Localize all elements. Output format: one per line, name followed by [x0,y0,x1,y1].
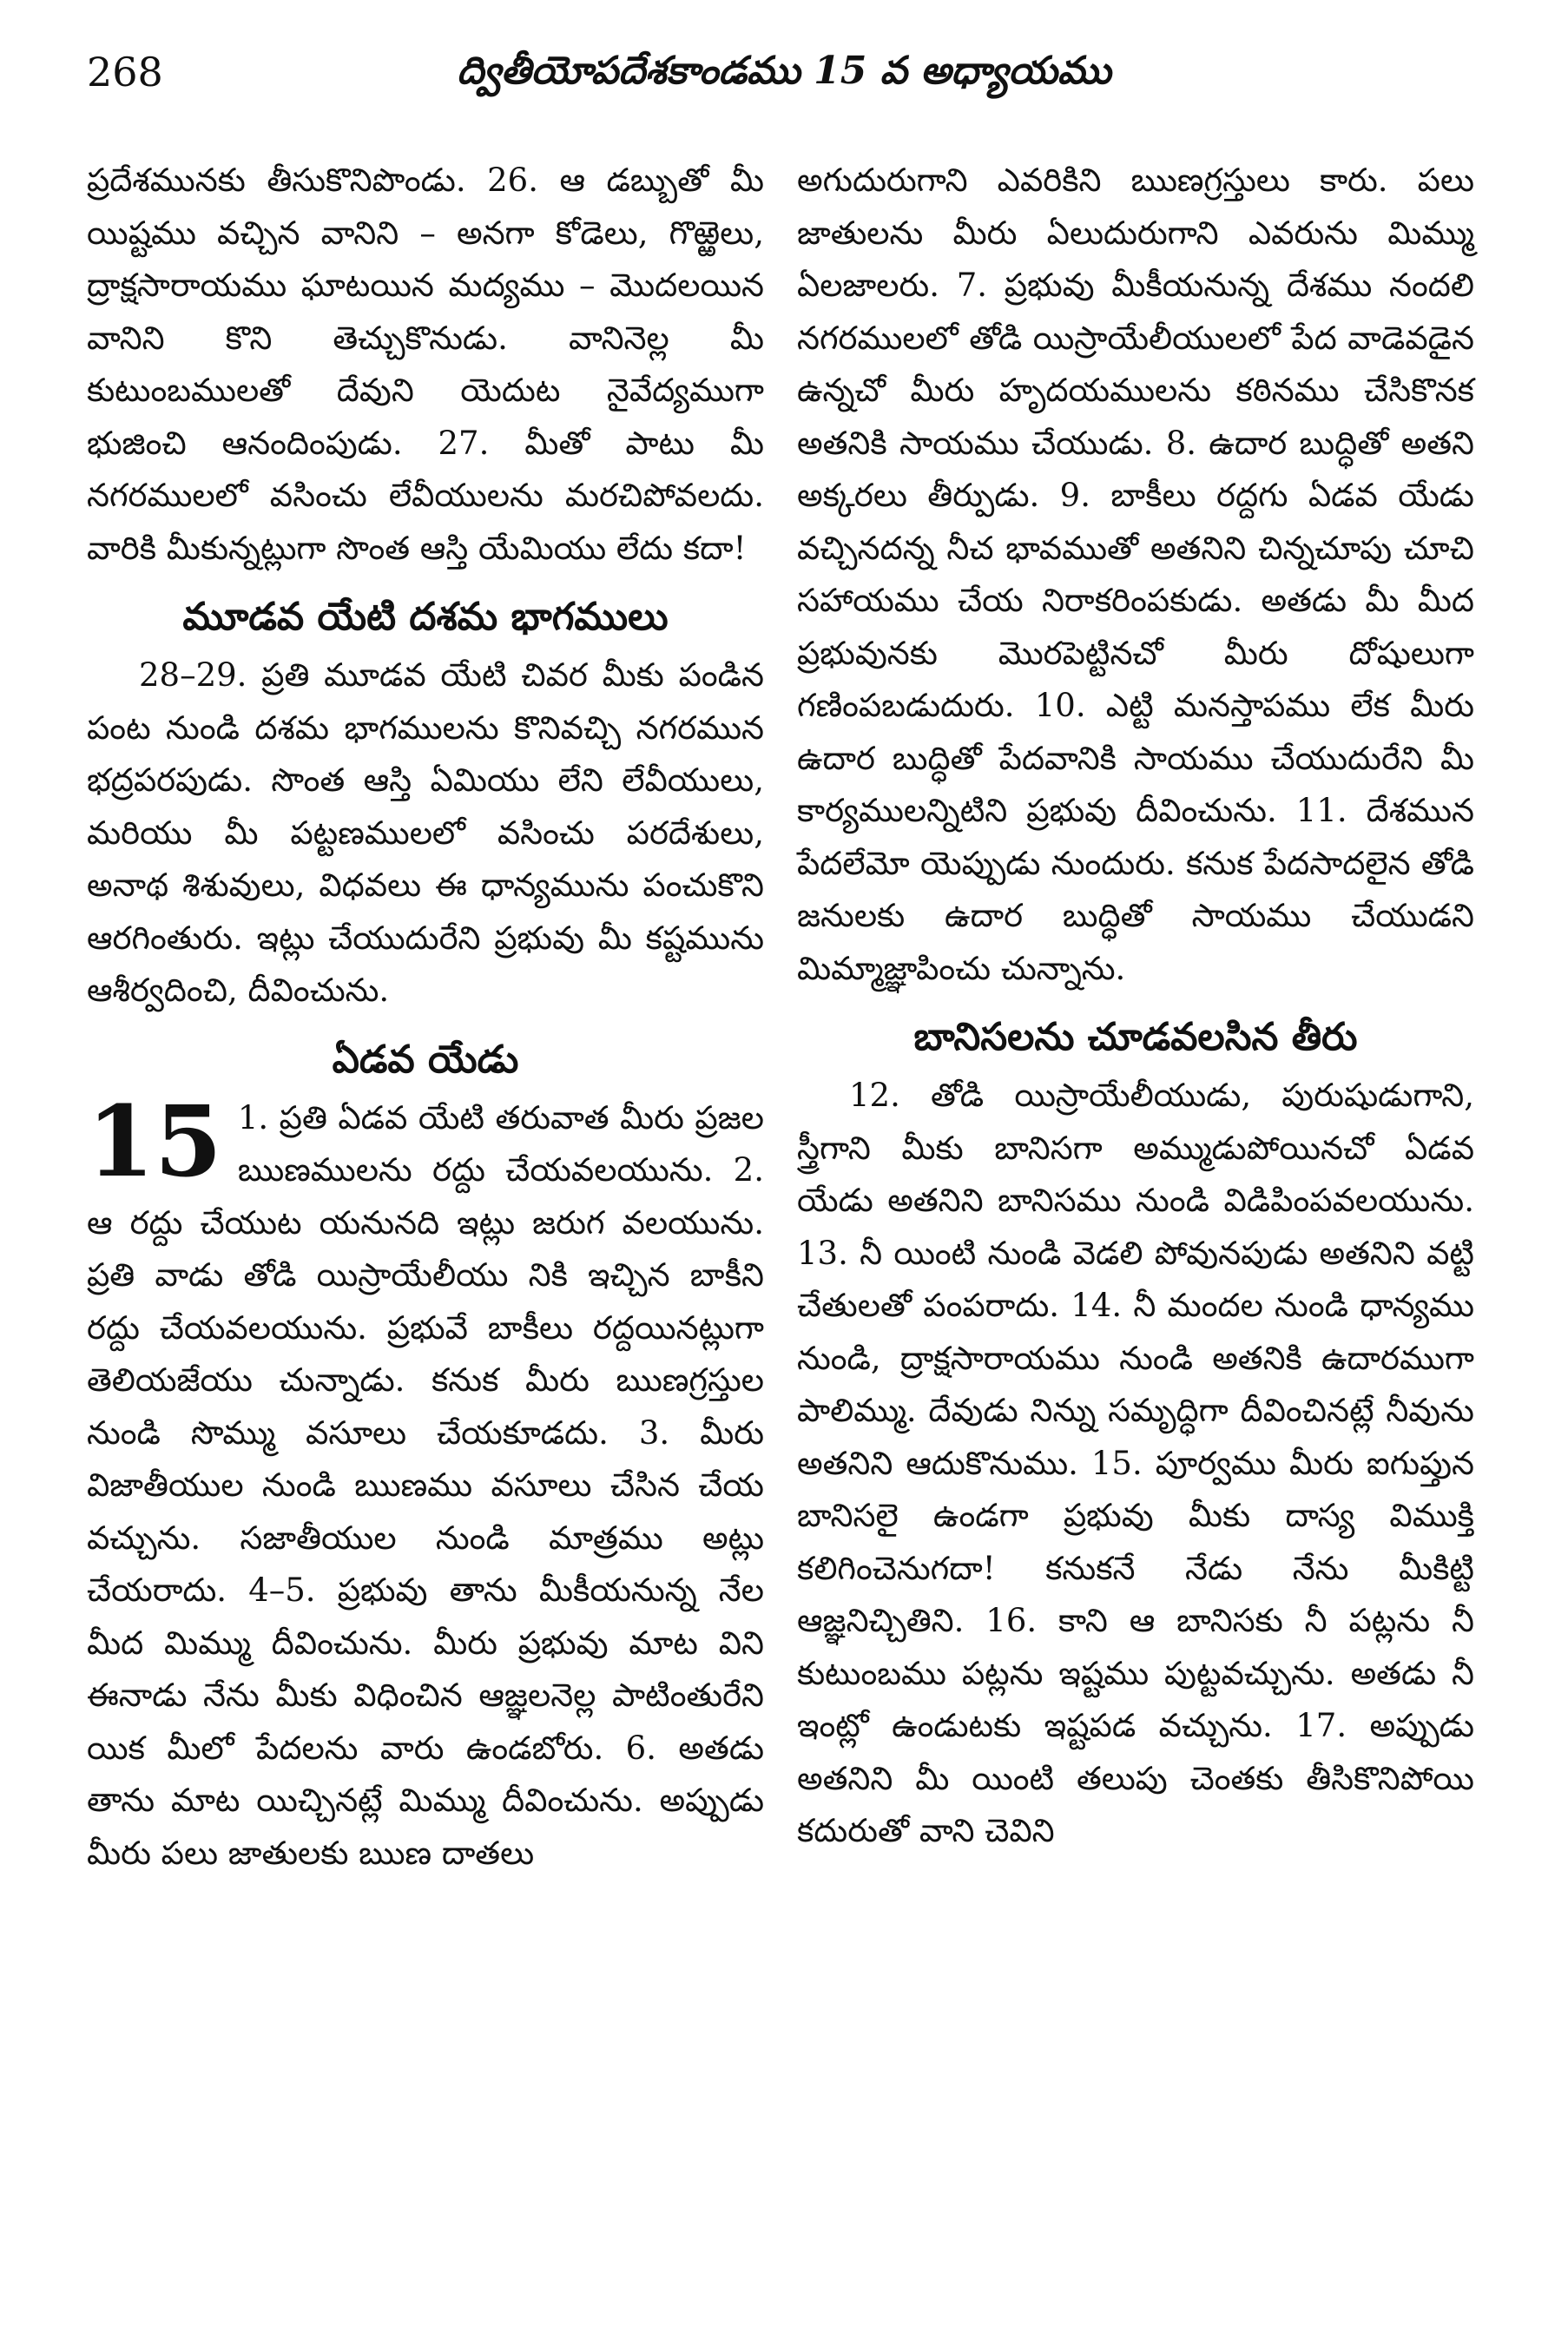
section-heading: మూడవ యేటి దశమ భాగములు [182,595,669,639]
section-heading: బానిసలను చూడవలసిన తీరు [913,1015,1358,1059]
chapter-paragraph [87,1084,764,1881]
right-column [797,155,1474,1858]
paragraph: అగుదురుగాని ఎవరికిని ఋణగ్రస్తులు కారు. పలు జాతులను మీరు ఏలుదురుగాని ఎవరును మిమ్ము ఏలజాలరు. 7. ప్రభువు మీకీయనున్న దేశము నందలి నగరములలో తోడి యిస్రాయేలీయులలో పేద వాడెవడైన ఉన్నచో మీరు హృదయములను కఠినము చేసికొనక అతనికి సాయము చేయుడు. 8. ఉదార బుద్ధితో అతని అక్కరలు తీర్పుడు. 9. బాకీలు రద్దగు ఏడవ యేడు వచ్చినదన్న నీచ భావముతో అతనిని చిన్నచూపు చూచి సహాయము చేయ నిరాకరింపకుడు. అతడు మీ మీద ప్రభువునకు మొరపెట్టినచో మీరు దోషులుగా గణింపబడుదురు. 10. ఎట్టి మనస్తాపము లేక మీరు ఉదార బుద్ధితో పేదవానికి సాయము చేయుదురేని మీ కార్యములన్నిటిని ప్రభువు దీవించును. 11. దేశమున పేదలేమో యెప్పుడు నుందురు. కనుక పేదసాదలైన తోడి జనులకు ఉదార బుద్ధితో సాయము చేయుడని మిమ్మాజ్ఞాపించు చున్నాను. [797,161,1474,987]
paragraph-text: 1. ప్రతి ఏడవ యేటి తరువాత మీరు ప్రజల ఋణములను రద్దు చేయవలయును. 2. ఆ రద్దు చేయుట యనునది ఇట్లు జరుగ వలయును. ప్రతి వాడు తోడి యిస్రాయేలీయు నికి ఇచ్చిన బాకీని రద్దు చేయవలయును. ప్రభువే బాకీలు రద్దయినట్లుగా తెలియజేయు చున్నాడు. కనుక మీరు ఋణగ్రస్తుల నుండి సొమ్ము వసూలు చేయకూడదు. 3. మీరు విజాతీయుల నుండి ఋణము వసూలు చేసిన చేయ వచ్చును. సజాతీయుల నుండి మాత్రము అట్లు చేయరాదు. 4–5. ప్రభువు తాను మీకీయనున్న నేల మీద మిమ్ము దీవించును. మీరు ప్రభువు మాట విని ఈనాడు నేను మీకు విధించిన ఆజ్ఞలనెల్ల పాటింతురేని యిక మీలో పేదలను వారు ఉండబోరు. 6. అతడు తాను మాట యిచ్చినట్లే మిమ్ము దీవించును. అప్పుడు మీరు పలు జాతులకు ఋణ దాతలు [87,1098,764,1872]
paragraph: ప్రదేశమునకు తీసుకొనిపొండు. 26. ఆ డబ్బుతో మీ యిష్టము వచ్చిన వానిని – అనగా కోడెలు, గొఱ్ఱెలు, ద్రాక్షసారాయము ఘాటయిన మద్యము – మొదలయిన వానిని కొని తెచ్చుకొనుడు. వానినెల్ల మీ కుటుంబములతో దేవుని యెదుట నైవేద్యముగా భుజించి ఆనందింపుడు. 27. మీతో పాటు మీ నగరములలో వసించు లేవీయులను మరచిపోవలదు. వారికి మీకున్నట్లుగా సొంత ఆస్తి యేమియు లేదు కదా! [87,161,764,567]
chapter-number: 15 [87,1084,222,1199]
page-header [87,49,1481,109]
page-number: 268 [87,49,163,96]
paragraph: 28–29. ప్రతి మూడవ యేటి చివర మీకు పండిన పంట నుండి దశమ భాగములను కొనివచ్చి నగరమున భద్రపరపుడు. సొంత ఆస్తి ఏమియు లేని లేవీయులు, మరియు మీ పట్టణములలో వసించు పరదేశులు, అనాథ శిశువులు, విధవలు ఈ ధాన్యమును పంచుకొని ఆరగింతురు. ఇట్లు చేయుదురేని ప్రభువు మీ కష్టమును ఆశీర్వదించి, దీవించును. [87,656,764,1009]
left-column [87,155,764,1880]
running-title: ద్వితీయోపదేశకాండము 15 వ అధ్యాయము [457,49,1111,93]
paragraph: 12. తోడి యిస్రాయేలీయుడు, పురుషుడుగాని, స్త్రీగాని మీకు బానిసగా అమ్ముడుపోయినచో ఏడవ యేడు అతనిని బానిసము నుండి విడిపింపవలయును. 13. నీ యింటి నుండి వెడలి పోవునపుడు అతనిని వట్టి చేతులతో పంపరాదు. 14. నీ మందల నుండి ధాన్యము నుండి, ద్రాక్షసారాయము నుండి అతనికి ఉదారముగా పాలిమ్ము. దేవుడు నిన్ను సమృద్ధిగా దీవించినట్లే నీవును అతనిని ఆదుకొనుము. 15. పూర్వము మీరు ఐగుప్తున బానిసలై ఉండగా ప్రభువు మీకు దాస్య విముక్తి కలిగించెనుగదా! కనుకనే నేడు నేను మీకిట్టి ఆజ్ఞనిచ్చితిని. 16. కాని ఆ బానిసకు నీ పట్లను నీ కుటుంబము పట్లను ఇష్టము పుట్టవచ్చును. అతడు నీ ఇంట్లో ఉండుటకు ఇష్టపడ వచ్చును. 17. అప్పుడు అతనిని మీ యింటి తలుపు చెంతకు తీసికొనిపోయి కదురుతో వాని చెవిని [797,1077,1474,1849]
section-heading: ఏడవ యేడు [332,1037,519,1082]
